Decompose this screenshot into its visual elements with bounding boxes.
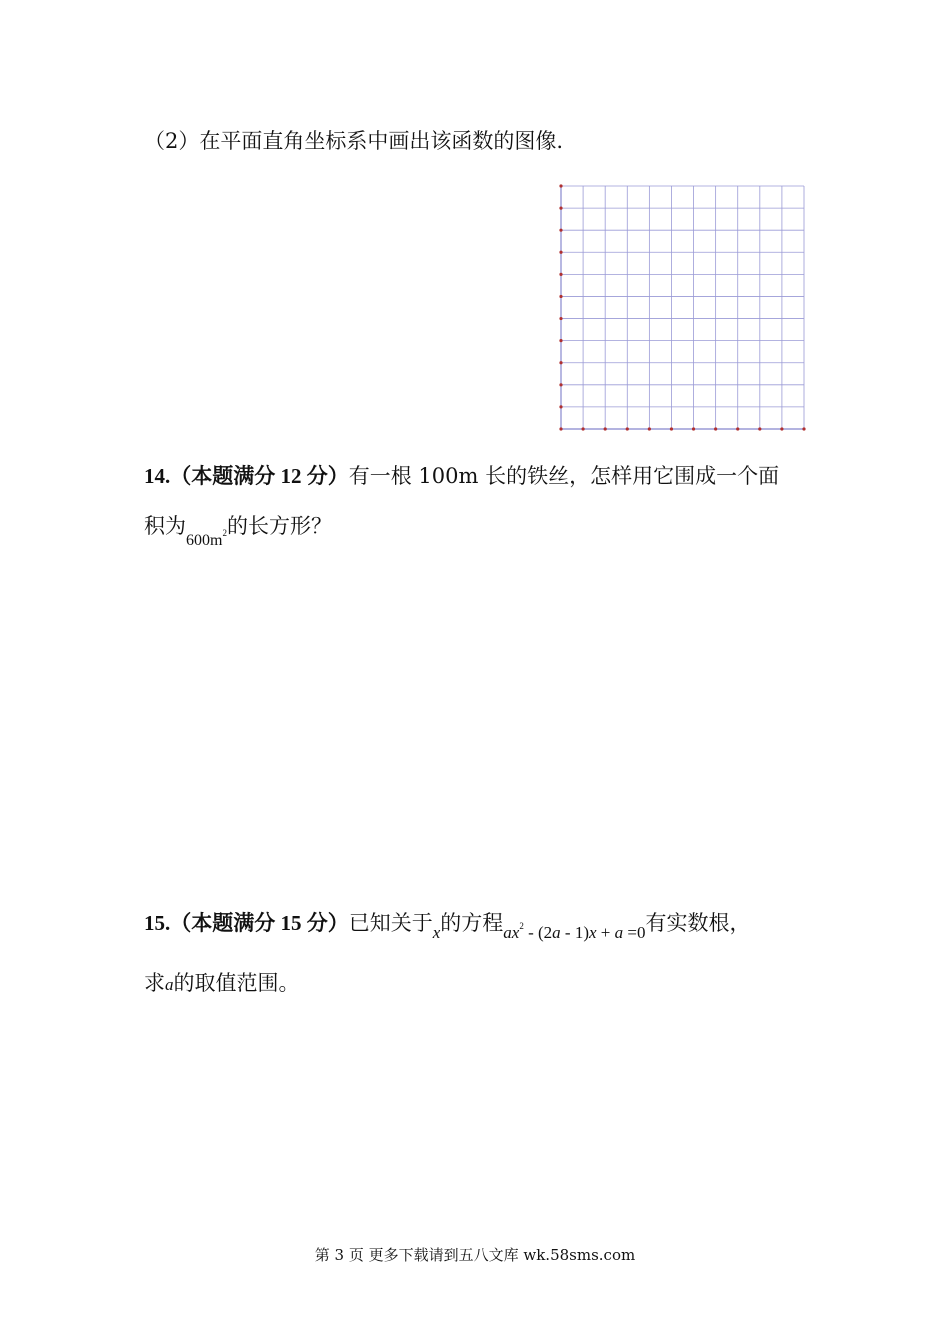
grid-axis-dot — [736, 427, 739, 430]
grid-axis-dot — [559, 206, 562, 209]
grid-axis-dot — [559, 339, 562, 342]
page-footer: 第 3 页 更多下载请到五八文库 wk.58sms.com — [314, 1246, 636, 1264]
grid-axis-dot — [559, 295, 562, 298]
q15-equation: ax2 - (2a - 1)x + a =0 — [503, 921, 646, 942]
grid-axis-dot — [559, 427, 562, 430]
grid-axis-dot — [559, 361, 562, 364]
q15-text2: 的方程 — [440, 911, 504, 935]
grid-axis-dot — [648, 427, 651, 430]
coordinate-grid — [558, 183, 808, 433]
q14-score: （本题满分 12 分） — [170, 464, 349, 488]
grid-axis-dot — [559, 273, 562, 276]
grid-axis-dot — [780, 427, 783, 430]
grid-axis-dot — [559, 383, 562, 386]
q15-var-a: a — [165, 975, 174, 994]
q15-score: （本题满分 15 分） — [170, 911, 349, 935]
q15-text1: 已知关于 — [348, 911, 433, 935]
q15-line2 — [144, 967, 300, 997]
grid-axis-dot — [758, 427, 761, 430]
q15-line2-suffix: 的取值范围。 — [173, 971, 300, 995]
q14-area-exp: 2 — [222, 528, 227, 538]
grid-axis-dot — [626, 427, 629, 430]
q15-line2-prefix: 求 — [144, 971, 165, 995]
q13-part2: （2）在平面直角坐标系中画出该函数的图像. — [144, 129, 564, 153]
q15-number: 15. — [144, 911, 171, 935]
grid-axis-dot — [559, 251, 562, 254]
grid-axis-dot — [692, 427, 695, 430]
grid-axis-dot — [604, 427, 607, 430]
grid-axis-dot — [802, 427, 805, 430]
q14-text2-suffix: 的长方形？ — [226, 514, 332, 538]
q14-area-value: 600m — [186, 532, 223, 549]
q15-text3: 有实数根， — [645, 911, 751, 935]
grid-axis-dot — [559, 184, 562, 187]
q15-var-x: x — [432, 923, 441, 942]
grid-axis-dot — [714, 427, 717, 430]
grid-axis-dot — [559, 229, 562, 232]
q14-number: 14. — [144, 464, 171, 488]
grid-axis-dot — [670, 427, 673, 430]
q14-line1 — [144, 460, 779, 490]
q14-text1: 有一根 100m 长的铁丝，怎样用它围成一个面 — [348, 464, 780, 488]
q15-line1 — [144, 907, 751, 942]
grid-axis-dot — [559, 317, 562, 320]
q14-area — [186, 528, 227, 549]
q14-line2 — [144, 510, 332, 549]
q14-text2-prefix: 积为 — [144, 514, 186, 538]
grid-axis-dot — [581, 427, 584, 430]
grid-axis-dot — [559, 405, 562, 408]
